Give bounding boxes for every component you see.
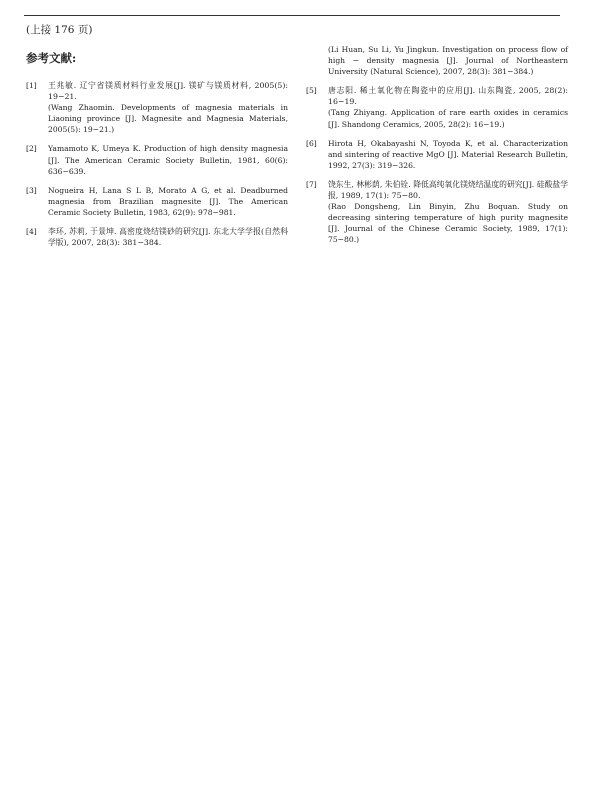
reference-text-en: Yamamoto K, Umeya K. Production of high density magnesia [J]. The American Ceramic Society Bulletin, 1981, 60(6): 636−639.	[48, 144, 288, 176]
reference-text-en: Hirota H, Okabayashi N, Toyoda K, et al. Characterization and sintering of reactive MgO [J]. Material Research Bulletin, 1992, 27(3): 319−326.	[328, 138, 568, 170]
reference-text-en: (Wang Zhaomin. Developments of magnesia materials in Liaoning province [J]. Magnesite and Magnesia Materials, 2005(5): 19−21.)	[48, 103, 288, 135]
reference-item	[306, 179, 568, 246]
reference-text-en: (Rao Dongsheng, Lin Binyin, Zhu Boquan. Study on decreasing sintering temperature of high purity magnesite [J]. Journal of the Chinese Ceramic Society, 1989, 17(1): 75−80.)	[328, 202, 568, 245]
reference-item	[26, 143, 288, 176]
reference-text-cn: 饶东生, 林彬荫, 朱伯铨. 降低高纯氧化镁烧结温度的研究[J]. 硅酸盐学报, 1989, 17(1): 75−80.	[328, 179, 568, 201]
reference-number: [2]	[26, 144, 37, 154]
continued-note: (上接 176 页)	[26, 24, 93, 36]
reference-text-cn: 王兆敏. 辽宁省镁质材料行业发展[J]. 镁矿与镁质材料, 2005(5): 19−21.	[48, 81, 288, 102]
reference-text-en: (Tang Zhiyang. Application of rare earth oxides in ceramics [J]. Shandong Ceramics, 2005, 28(2): 16−19.)	[328, 108, 568, 129]
reference-number: [6]	[306, 138, 317, 148]
reference-item	[306, 85, 568, 129]
reference-item	[26, 80, 288, 135]
reference-item	[26, 226, 288, 248]
reference-text-en: (Li Huan, Su Li, Yu Jingkun. Investigation on process flow of high − density magnesia [J]. Journal of Northeastern University (Natural Science), 2007, 28(3): 381−384.)	[328, 45, 568, 77]
reference-item	[26, 185, 288, 218]
references-left-column	[26, 80, 288, 256]
reference-number: [4]	[26, 227, 37, 237]
reference-text-en: Nogueira H, Lana S L B, Morato A G, et al. Deadburned magnesia from Brazilian magnesite [J]. The American Ceramic Society Bulletin, 1983, 62(9): 978−981.	[48, 185, 288, 217]
reference-text-cn: 唐志阳. 稀土氧化物在陶瓷中的应用[J]. 山东陶瓷, 2005, 28(2): 16−19.	[328, 86, 568, 107]
top-rule	[24, 15, 560, 16]
reference-text-cn: 李环, 苏莉, 于景坤. 高密度烧结镁砂的研究[J]. 东北大学学报(自然科学版), 2007, 28(3): 381−384.	[48, 227, 288, 248]
reference-continuation	[306, 44, 568, 77]
reference-number: [3]	[26, 185, 37, 195]
reference-number: [1]	[26, 81, 37, 90]
references-right-column	[306, 44, 568, 254]
references-heading: 参考文献:	[26, 51, 77, 65]
reference-number: [5]	[306, 86, 317, 96]
reference-item	[306, 138, 568, 171]
reference-number: [7]	[306, 179, 317, 189]
